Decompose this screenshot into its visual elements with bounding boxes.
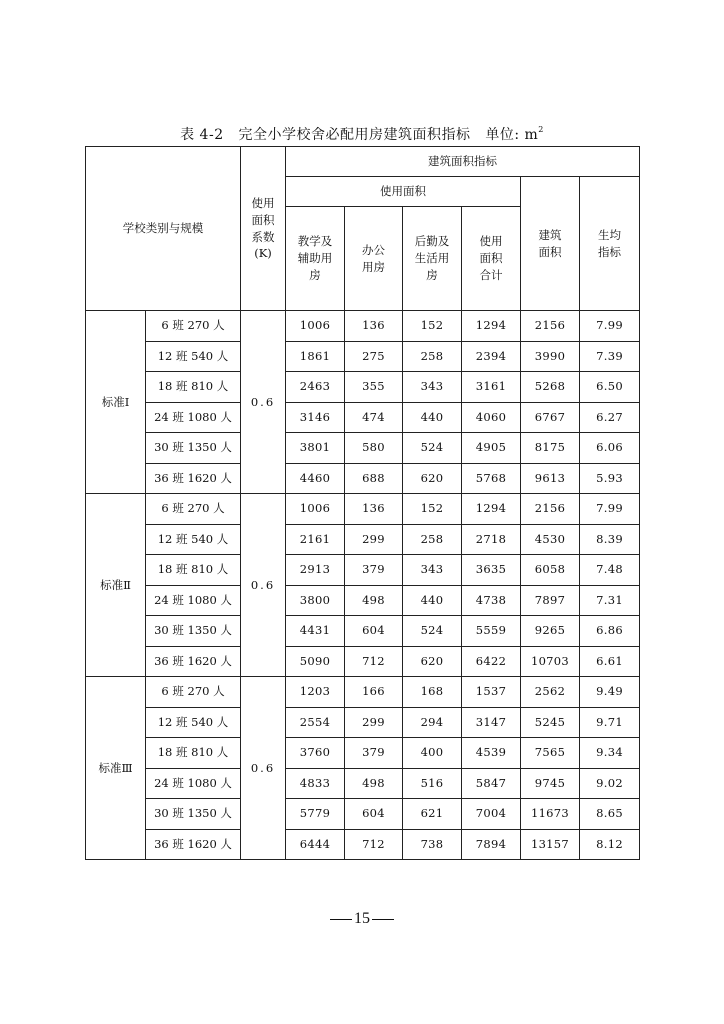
- logistics-cell: 258: [403, 341, 462, 372]
- table-row: [86, 829, 640, 860]
- scale-cell: 6 班 270 人: [146, 311, 241, 342]
- building-cell: 2562: [521, 677, 580, 708]
- unit-superscript: 2: [538, 125, 544, 134]
- header-teaching-line: 房: [309, 267, 321, 282]
- office-cell: 688: [345, 463, 403, 494]
- use-total-cell: 4539: [462, 738, 521, 769]
- teaching-cell: 1203: [286, 677, 345, 708]
- per-student-cell: 6.06: [580, 433, 640, 464]
- building-cell: 10703: [521, 646, 580, 677]
- header-use-total-line: 使用: [479, 234, 503, 249]
- teaching-cell: 2463: [286, 372, 345, 403]
- dash-right: [372, 919, 394, 920]
- office-cell: 580: [345, 433, 403, 464]
- teaching-cell: 1006: [286, 494, 345, 525]
- header-coef-line: 使用: [251, 196, 275, 211]
- building-cell: 11673: [521, 799, 580, 830]
- header-category: 学校类别与规模: [86, 147, 241, 311]
- teaching-cell: 1861: [286, 341, 345, 372]
- teaching-cell: 6444: [286, 829, 345, 860]
- teaching-cell: 1006: [286, 311, 345, 342]
- office-cell: 355: [345, 372, 403, 403]
- logistics-cell: 440: [403, 402, 462, 433]
- office-cell: 379: [345, 555, 403, 586]
- teaching-cell: 5779: [286, 799, 345, 830]
- teaching-cell: 3800: [286, 585, 345, 616]
- logistics-cell: 524: [403, 616, 462, 647]
- group-name: 标准Ⅰ: [86, 311, 146, 494]
- per-student-cell: 6.50: [580, 372, 640, 403]
- per-student-cell: 9.34: [580, 738, 640, 769]
- scale-cell: 30 班 1350 人: [146, 616, 241, 647]
- table-row: [86, 738, 640, 769]
- use-total-cell: 5559: [462, 616, 521, 647]
- use-total-cell: 2394: [462, 341, 521, 372]
- unit: m: [524, 127, 539, 143]
- header-coef-line: 系数: [251, 229, 275, 244]
- scale-cell: 12 班 540 人: [146, 707, 241, 738]
- header-logistics-line: 后勤及: [414, 234, 450, 249]
- logistics-cell: 400: [403, 738, 462, 769]
- building-cell: 3990: [521, 341, 580, 372]
- teaching-cell: 3146: [286, 402, 345, 433]
- scale-cell: 12 班 540 人: [146, 341, 241, 372]
- use-total-cell: 7894: [462, 829, 521, 860]
- per-student-cell: 8.65: [580, 799, 640, 830]
- office-cell: 166: [345, 677, 403, 708]
- scale-cell: 6 班 270 人: [146, 677, 241, 708]
- header-per-student-line: 生均: [598, 227, 622, 242]
- coef-value: 0.6: [241, 494, 286, 677]
- office-cell: 275: [345, 341, 403, 372]
- header-logistics-line: 房: [426, 267, 438, 282]
- unit-label: 单位:: [485, 127, 520, 143]
- teaching-cell: 4833: [286, 768, 345, 799]
- scale-cell: 18 班 810 人: [146, 555, 241, 586]
- building-cell: 2156: [521, 494, 580, 525]
- page-number-value: 15: [354, 910, 370, 927]
- group-name: 标准Ⅱ: [86, 494, 146, 677]
- scale-cell: 6 班 270 人: [146, 494, 241, 525]
- scale-cell: 24 班 1080 人: [146, 585, 241, 616]
- building-cell: 8175: [521, 433, 580, 464]
- use-total-cell: 3635: [462, 555, 521, 586]
- header-teaching-line: 教学及: [297, 234, 333, 249]
- building-cell: 6058: [521, 555, 580, 586]
- per-student-cell: 9.49: [580, 677, 640, 708]
- use-total-cell: 5847: [462, 768, 521, 799]
- office-cell: 136: [345, 311, 403, 342]
- use-total-cell: 1294: [462, 494, 521, 525]
- logistics-cell: 516: [403, 768, 462, 799]
- table-row: [86, 372, 640, 403]
- use-total-cell: 3147: [462, 707, 521, 738]
- table-row: [86, 494, 640, 525]
- table-row: [86, 799, 640, 830]
- scale-cell: 30 班 1350 人: [146, 799, 241, 830]
- per-student-cell: 6.27: [580, 402, 640, 433]
- building-cell: 9613: [521, 463, 580, 494]
- building-cell: 5268: [521, 372, 580, 403]
- logistics-cell: 621: [403, 799, 462, 830]
- building-cell: 9265: [521, 616, 580, 647]
- scale-cell: 18 班 810 人: [146, 372, 241, 403]
- header-per-student-line: 指标: [598, 244, 622, 259]
- logistics-cell: 294: [403, 707, 462, 738]
- scale-cell: 36 班 1620 人: [146, 646, 241, 677]
- use-total-cell: 1294: [462, 311, 521, 342]
- per-student-cell: 6.86: [580, 616, 640, 647]
- use-total-cell: 1537: [462, 677, 521, 708]
- table-title: 完全小学校舍必配用房建筑面积指标: [238, 127, 471, 143]
- scale-cell: 18 班 810 人: [146, 738, 241, 769]
- table-row: [86, 677, 640, 708]
- scale-cell: 36 班 1620 人: [146, 463, 241, 494]
- use-total-cell: 5768: [462, 463, 521, 494]
- use-total-cell: 2718: [462, 524, 521, 555]
- office-cell: 604: [345, 799, 403, 830]
- logistics-cell: 258: [403, 524, 462, 555]
- table-row: [86, 524, 640, 555]
- logistics-cell: 738: [403, 829, 462, 860]
- area-index-table: [85, 146, 640, 860]
- header-coef-line: (K): [254, 246, 272, 261]
- header-logistics: [403, 207, 462, 311]
- table-label: 表 4-2: [180, 127, 224, 143]
- teaching-cell: 4431: [286, 616, 345, 647]
- teaching-cell: 2161: [286, 524, 345, 555]
- header-per-student: [580, 177, 640, 311]
- office-cell: 474: [345, 402, 403, 433]
- office-cell: 299: [345, 524, 403, 555]
- header-office-line: 办公: [362, 242, 385, 257]
- table-row: [86, 646, 640, 677]
- header-building-index: 建筑面积指标: [286, 147, 640, 177]
- group-name: 标准Ⅲ: [86, 677, 146, 860]
- building-cell: 6767: [521, 402, 580, 433]
- scale-cell: 30 班 1350 人: [146, 433, 241, 464]
- use-total-cell: 4060: [462, 402, 521, 433]
- teaching-cell: 4460: [286, 463, 345, 494]
- table-body: [86, 311, 640, 860]
- table-row: [86, 555, 640, 586]
- building-cell: 2156: [521, 311, 580, 342]
- teaching-cell: 3801: [286, 433, 345, 464]
- table-caption: [0, 124, 724, 144]
- per-student-cell: 7.48: [580, 555, 640, 586]
- logistics-cell: 152: [403, 311, 462, 342]
- coef-value: 0.6: [241, 311, 286, 494]
- use-total-cell: 6422: [462, 646, 521, 677]
- building-cell: 9745: [521, 768, 580, 799]
- scale-cell: 12 班 540 人: [146, 524, 241, 555]
- logistics-cell: 343: [403, 372, 462, 403]
- per-student-cell: 9.71: [580, 707, 640, 738]
- page-number: [0, 910, 724, 928]
- header-use-total: [462, 207, 521, 311]
- per-student-cell: 7.99: [580, 311, 640, 342]
- building-cell: 5245: [521, 707, 580, 738]
- use-total-cell: 3161: [462, 372, 521, 403]
- table-row: [86, 616, 640, 647]
- header-building-area-line: 建筑: [538, 227, 562, 242]
- teaching-cell: 2913: [286, 555, 345, 586]
- header-office: [345, 207, 403, 311]
- building-cell: 7897: [521, 585, 580, 616]
- header-use-area: 使用面积: [286, 177, 521, 207]
- header-office-line: 用房: [362, 259, 385, 274]
- table-row: [86, 463, 640, 494]
- teaching-cell: 2554: [286, 707, 345, 738]
- header-use-total-line: 合计: [479, 267, 503, 282]
- logistics-cell: 440: [403, 585, 462, 616]
- coef-value: 0.6: [241, 677, 286, 860]
- scale-cell: 24 班 1080 人: [146, 402, 241, 433]
- header-building-area-line: 面积: [538, 244, 562, 259]
- office-cell: 379: [345, 738, 403, 769]
- office-cell: 712: [345, 829, 403, 860]
- use-total-cell: 7004: [462, 799, 521, 830]
- header-logistics-line: 生活用: [414, 251, 450, 266]
- teaching-cell: 3760: [286, 738, 345, 769]
- office-cell: 712: [345, 646, 403, 677]
- scale-cell: 24 班 1080 人: [146, 768, 241, 799]
- scale-cell: 36 班 1620 人: [146, 829, 241, 860]
- table-row: [86, 341, 640, 372]
- per-student-cell: 5.93: [580, 463, 640, 494]
- dash-left: [330, 919, 352, 920]
- logistics-cell: 620: [403, 463, 462, 494]
- office-cell: 498: [345, 768, 403, 799]
- per-student-cell: 8.39: [580, 524, 640, 555]
- teaching-cell: 5090: [286, 646, 345, 677]
- per-student-cell: 7.99: [580, 494, 640, 525]
- office-cell: 299: [345, 707, 403, 738]
- per-student-cell: 6.61: [580, 646, 640, 677]
- header-coef: [241, 147, 286, 311]
- table-row: [86, 311, 640, 342]
- header-use-total-line: 面积: [479, 251, 503, 266]
- building-cell: 13157: [521, 829, 580, 860]
- office-cell: 498: [345, 585, 403, 616]
- logistics-cell: 343: [403, 555, 462, 586]
- table-row: [86, 433, 640, 464]
- logistics-cell: 168: [403, 677, 462, 708]
- per-student-cell: 8.12: [580, 829, 640, 860]
- header-teaching: [286, 207, 345, 311]
- logistics-cell: 620: [403, 646, 462, 677]
- table-row: [86, 402, 640, 433]
- use-total-cell: 4738: [462, 585, 521, 616]
- use-total-cell: 4905: [462, 433, 521, 464]
- table-row: [86, 707, 640, 738]
- table-row: [86, 585, 640, 616]
- logistics-cell: 152: [403, 494, 462, 525]
- office-cell: 136: [345, 494, 403, 525]
- header-teaching-line: 辅助用: [297, 251, 333, 266]
- table-row: [86, 768, 640, 799]
- per-student-cell: 9.02: [580, 768, 640, 799]
- logistics-cell: 524: [403, 433, 462, 464]
- office-cell: 604: [345, 616, 403, 647]
- per-student-cell: 7.31: [580, 585, 640, 616]
- building-cell: 4530: [521, 524, 580, 555]
- header-building-area: [521, 177, 580, 311]
- building-cell: 7565: [521, 738, 580, 769]
- per-student-cell: 7.39: [580, 341, 640, 372]
- header-coef-line: 面积: [251, 212, 275, 227]
